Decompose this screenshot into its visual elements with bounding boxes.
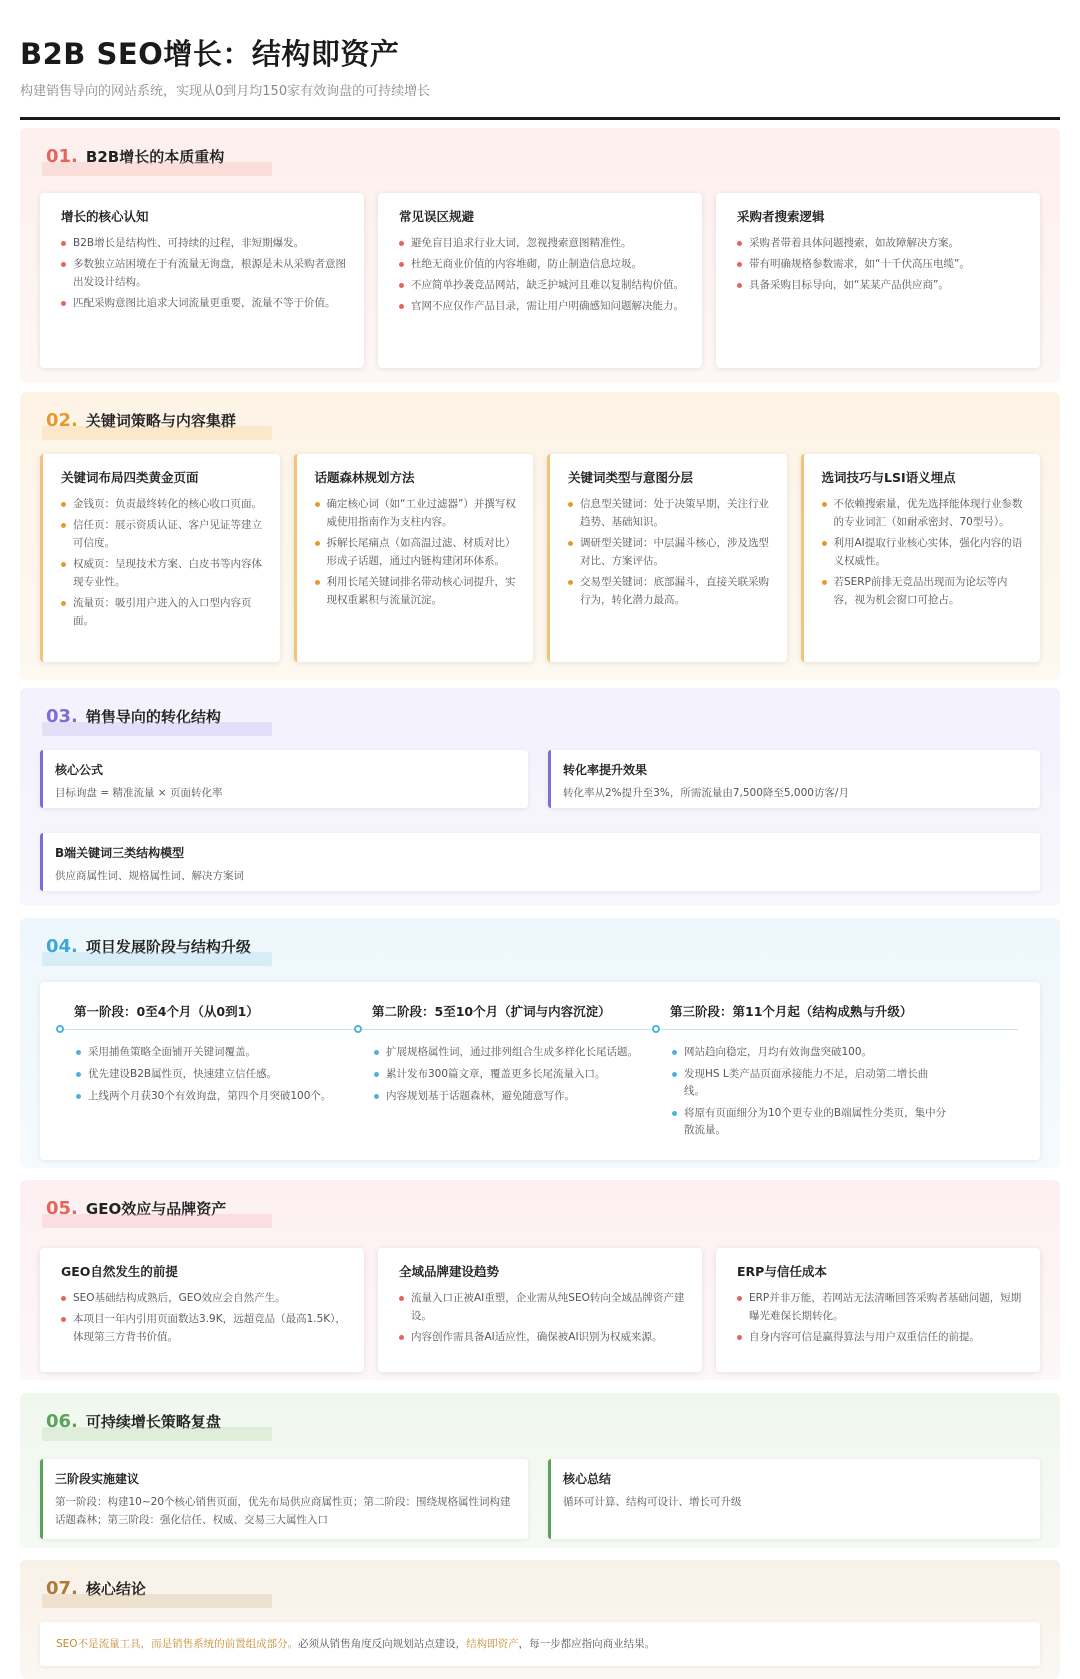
section-title: 项目发展阶段与结构升级 xyxy=(85,938,251,956)
title-highlight xyxy=(42,1594,272,1608)
card-title: 常见误区规避 xyxy=(399,209,475,224)
list-item: 不依赖搜索量，优先选择能体现行业参数的专业词汇（如耐承密封、70型号）。 xyxy=(822,495,1025,531)
box-text: 供应商属性词、规格属性词、解决方案词 xyxy=(55,870,244,882)
box-text: 目标询盘 = 精准流量 × 页面转化率 xyxy=(55,787,223,799)
card-title: 全域品牌建设趋势 xyxy=(399,1264,500,1279)
list-item: 多数独立站困境在于有流量无询盘，根源是未从采购者意图出发设计结构。 xyxy=(61,255,348,291)
box-title: 核心公式 xyxy=(55,763,104,777)
section-title: 核心结论 xyxy=(85,1580,146,1598)
timeline-node-icon xyxy=(354,1025,362,1033)
section-4 xyxy=(20,918,1060,1168)
section-title: 销售导向的转化结构 xyxy=(85,708,221,726)
box-title: 三阶段实施建议 xyxy=(55,1472,140,1486)
list-item: ERP并非万能，若网站无法清晰回答采购者基础问题，短期曝光难保长期转化。 xyxy=(737,1289,1024,1325)
list-item: 交易型关键词：底部漏斗，直接关联采购行为，转化潜力最高。 xyxy=(568,573,771,609)
list-item: 匹配采购意图比追求大词流量更重要，流量不等于价值。 xyxy=(61,294,348,312)
box-title: 转化率提升效果 xyxy=(563,763,648,777)
list-item: 带有明确规格参数需求，如“十千伏高压电缆”。 xyxy=(737,255,1024,273)
list-item: B2B增长是结构性、可持续的过程，非短期爆发。 xyxy=(61,234,348,252)
list-item: 信息型关键词：处于决策早期，关注行业趋势、基础知识。 xyxy=(568,495,771,531)
section-title: B2B增长的本质重构 xyxy=(85,148,225,166)
list-item: 累计发布300篇文章，覆盖更多长尾流量入口。 xyxy=(374,1066,650,1083)
info-card xyxy=(801,454,1041,662)
list-item: 发现HS L类产品页面承接能力不足，启动第二增长曲线。 xyxy=(672,1066,948,1100)
page-subtitle: 构建销售导向的网站系统，实现从0到月均150家有效询盘的可持续增长 xyxy=(20,84,431,99)
model-box xyxy=(40,833,1040,891)
section-3 xyxy=(20,688,1060,906)
section-5 xyxy=(20,1180,1060,1380)
list-item: 内容创作需具备AI适应性，确保被AI识别为权威来源。 xyxy=(399,1328,686,1346)
card-list xyxy=(737,234,1024,294)
stage-list xyxy=(360,1044,650,1105)
formula-box xyxy=(40,750,528,808)
info-card xyxy=(40,193,364,368)
box-text: 循环可计算、结构可设计、增长可升级 xyxy=(563,1496,742,1508)
box-text: 第一阶段：构建10~20个核心销售页面，优先布局供应商属性页；第二阶段：围绕规格属性词构建话题森林；第三阶段：强化信任、权威、交易三大属性入口 xyxy=(55,1496,511,1526)
section-6 xyxy=(20,1393,1060,1548)
section-number: 07. xyxy=(46,1578,78,1599)
list-item: 利用长尾关键词排名带动核心词提升，实现权重累积与流量沉淀。 xyxy=(315,573,518,609)
box-title: 核心总结 xyxy=(563,1472,612,1486)
card-list xyxy=(822,495,1025,609)
title-highlight xyxy=(42,952,272,966)
page-header xyxy=(20,0,1060,120)
section-title: GEO效应与品牌资产 xyxy=(85,1200,227,1218)
card-list xyxy=(61,495,264,630)
card-list xyxy=(315,495,518,609)
card-list xyxy=(568,495,771,609)
conclusion-highlight: SEO不是流量工具，而是销售系统的前置组成部分。 xyxy=(56,1638,299,1650)
box-text: 转化率从2%提升至3%，所需流量由7,500降至5,000访客/月 xyxy=(563,787,849,799)
timeline-stage xyxy=(62,1002,352,1110)
info-card xyxy=(40,454,280,662)
conclusion-text: 必须从销售角度反向规划站点建设， xyxy=(298,1638,467,1650)
card-title: 选词技巧与LSI语义埋点 xyxy=(821,470,956,485)
list-item: 网站趋向稳定，月均有效询盘突破100。 xyxy=(672,1044,948,1061)
list-item: 上线两个月获30个有效询盘，第四个月突破100个。 xyxy=(76,1088,352,1105)
list-item: 调研型关键词：中层漏斗核心，涉及选型对比、方案评估。 xyxy=(568,534,771,570)
conclusion-text-end: ，每一步都应指向商业结果。 xyxy=(518,1638,656,1650)
info-card xyxy=(378,1248,702,1372)
timeline xyxy=(40,982,1040,1160)
section-number: 03. xyxy=(46,706,78,727)
section-number: 05. xyxy=(46,1198,78,1219)
list-item: 官网不应仅作产品目录，需让用户明确感知问题解决能力。 xyxy=(399,297,686,315)
section-number: 02. xyxy=(46,410,78,431)
list-item: 扩展规格属性词，通过排列组合生成多样化长尾话题。 xyxy=(374,1044,650,1061)
timeline-node-icon xyxy=(56,1025,64,1033)
stage-list xyxy=(658,1044,948,1139)
card-list xyxy=(399,1289,686,1346)
list-item: 将原有页面细分为10个更专业的B端属性分类页，集中分散流量。 xyxy=(672,1105,948,1139)
timeline-node-icon xyxy=(652,1025,660,1033)
list-item: 信任页：展示资质认证、客户见证等建立可信度。 xyxy=(61,516,264,552)
list-item: 杜绝无商业价值的内容堆砌，防止制造信息垃圾。 xyxy=(399,255,686,273)
card-title: 采购者搜索逻辑 xyxy=(737,209,825,224)
card-title: 关键词布局四类黄金页面 xyxy=(61,470,199,485)
info-card xyxy=(716,193,1040,368)
stage-title: 第三阶段：第11个月起（结构成熟与升级） xyxy=(670,1004,913,1019)
section-2 xyxy=(20,392,1060,680)
section-number: 04. xyxy=(46,936,78,957)
implementation-box xyxy=(40,1459,528,1539)
page-title: B2B SEO增长：结构即资产 xyxy=(20,37,400,71)
conversion-box xyxy=(548,750,1040,808)
card-title: 增长的核心认知 xyxy=(61,209,149,224)
list-item: SEO基础结构成熟后，GEO效应会自然产生。 xyxy=(61,1289,348,1307)
section-number: 01. xyxy=(46,146,78,167)
info-card xyxy=(716,1248,1040,1372)
list-item: 避免盲目追求行业大词，忽视搜索意图精准性。 xyxy=(399,234,686,252)
title-highlight xyxy=(42,162,272,176)
card-title: ERP与信任成本 xyxy=(737,1264,827,1279)
section-7 xyxy=(20,1560,1060,1679)
list-item: 本项目一年内引用页面数达3.9K，远超竞品（最高1.5K），体现第三方背书价值。 xyxy=(61,1310,348,1346)
card-list xyxy=(399,234,686,315)
stage-list xyxy=(62,1044,352,1105)
card-title: GEO自然发生的前提 xyxy=(61,1264,178,1279)
conclusion-keyword: 结构即资产 xyxy=(466,1638,519,1650)
section-title: 可持续增长策略复盘 xyxy=(85,1413,221,1431)
list-item: 优先建设B2B属性页，快速建立信任感。 xyxy=(76,1066,352,1083)
info-card xyxy=(294,454,534,662)
list-item: 流量入口正被AI重塑，企业需从纯SEO转向全域品牌资产建设。 xyxy=(399,1289,686,1325)
conclusion-box xyxy=(40,1622,1040,1666)
list-item: 利用AI提取行业核心实体，强化内容的语义权威性。 xyxy=(822,534,1025,570)
list-item: 确定核心词（如“工业过滤器”）并撰写权威使用指南作为支柱内容。 xyxy=(315,495,518,531)
section-number: 06. xyxy=(46,1411,78,1432)
card-list xyxy=(61,234,348,312)
card-title: 关键词类型与意图分层 xyxy=(568,470,694,485)
list-item: 流量页：吸引用户进入的入口型内容页面。 xyxy=(61,594,264,630)
stage-title: 第一阶段：0至4个月（从0到1） xyxy=(74,1004,259,1019)
list-item: 权威页：呈现技术方案、白皮书等内容体现专业性。 xyxy=(61,555,264,591)
card-list xyxy=(737,1289,1024,1346)
list-item: 自身内容可信是赢得算法与用户双重信任的前提。 xyxy=(737,1328,1024,1346)
info-card xyxy=(40,1248,364,1372)
list-item: 内容规划基于话题森林，避免随意写作。 xyxy=(374,1088,650,1105)
title-highlight xyxy=(42,1427,272,1441)
list-item: 采购者带着具体问题搜索，如故障解决方案。 xyxy=(737,234,1024,252)
stage-title: 第二阶段：5至10个月（扩词与内容沉淀） xyxy=(372,1004,611,1019)
card-title: 话题森林规划方法 xyxy=(314,470,415,485)
list-item: 具备采购目标导向，如“某某产品供应商”。 xyxy=(737,276,1024,294)
info-card xyxy=(547,454,787,662)
title-highlight xyxy=(42,1214,272,1228)
section-title: 关键词策略与内容集群 xyxy=(85,412,236,430)
timeline-stage xyxy=(658,1002,948,1144)
info-card xyxy=(378,193,702,368)
list-item: 采用捕鱼策略全面铺开关键词覆盖。 xyxy=(76,1044,352,1061)
summary-box xyxy=(548,1459,1040,1539)
list-item: 不应简单抄袭竞品网站，缺乏护城河且难以复制结构价值。 xyxy=(399,276,686,294)
timeline-stage xyxy=(360,1002,650,1110)
list-item: 金钱页：负责最终转化的核心收口页面。 xyxy=(61,495,264,513)
list-item: 拆解长尾痛点（如高温过滤、材质对比）形成子话题，通过内链构建闭环体系。 xyxy=(315,534,518,570)
title-highlight xyxy=(42,426,272,440)
header-divider xyxy=(20,117,1060,120)
list-item: 若SERP前排无竞品出现而为论坛等内容，视为机会窗口可抢占。 xyxy=(822,573,1025,609)
card-list xyxy=(61,1289,348,1346)
box-title: B端关键词三类结构模型 xyxy=(55,846,185,860)
title-highlight xyxy=(42,722,272,736)
section-1 xyxy=(20,128,1060,383)
